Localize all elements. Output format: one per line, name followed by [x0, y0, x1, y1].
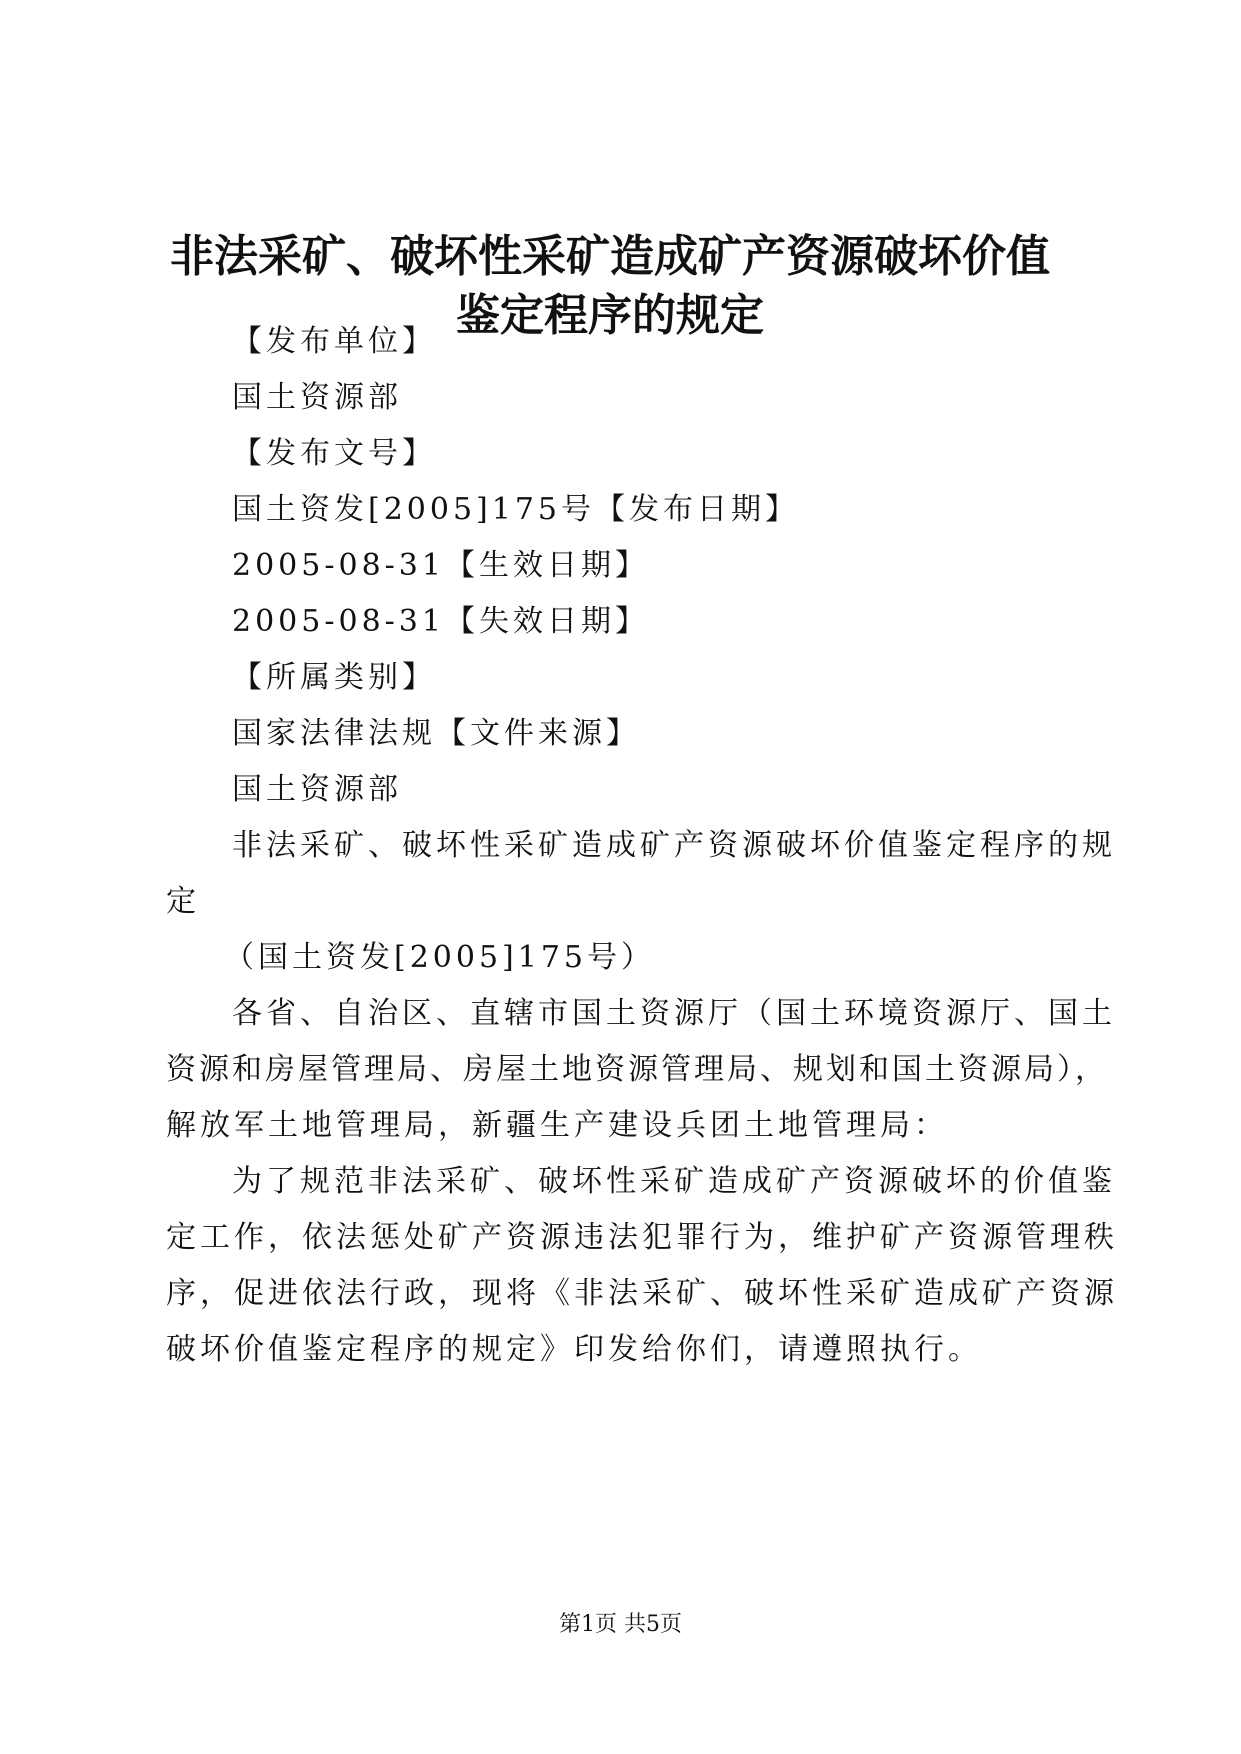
- body-line: 非法采矿、破坏性采矿造成矿产资源破坏价值鉴定程序的规: [232, 828, 1116, 863]
- field-value-doc-number: 国土资发[2005]175号【发布日期】: [232, 492, 800, 527]
- field-value-category: 国家法律法规【文件来源】: [232, 716, 640, 751]
- body-line: 解放军土地管理局，新疆生产建设兵团土地管理局：: [166, 1108, 948, 1143]
- body-line: 为了规范非法采矿、破坏性采矿造成矿产资源破坏的价值鉴: [232, 1164, 1116, 1199]
- body-line: 定工作，依法惩处矿产资源违法犯罪行为，维护矿产资源管理秩: [166, 1220, 1118, 1255]
- field-label-category: 【所属类别】: [232, 660, 436, 695]
- field-label-publisher: 【发布单位】: [232, 324, 436, 359]
- field-value-source: 国土资源部: [232, 772, 402, 807]
- body-line: 资源和房屋管理局、房屋土地资源管理局、规划和国土资源局），: [166, 1052, 1108, 1087]
- field-value-publish-date: 2005-08-31【生效日期】: [232, 548, 649, 583]
- page-footer: 第1页 共5页: [559, 1612, 682, 1637]
- field-value-publisher: 国土资源部: [232, 380, 402, 415]
- body-line-doc-ref: （国土资发[2005]175号）: [224, 940, 656, 975]
- field-label-doc-number: 【发布文号】: [232, 436, 436, 471]
- body-line: 定: [166, 884, 200, 919]
- body-line: 各省、自治区、直辖市国土资源厅（国土环境资源厅、国土: [232, 996, 1116, 1031]
- document-title-line-1: 非法采矿、破坏性采矿造成矿产资源破坏价值: [170, 231, 1050, 282]
- document-title-line-2: 鉴定程序的规定: [456, 290, 764, 341]
- body-line: 破坏价值鉴定程序的规定》印发给你们，请遵照执行。: [166, 1332, 982, 1367]
- field-value-effective-date: 2005-08-31【失效日期】: [232, 604, 649, 639]
- body-line: 序，促进依法行政，现将《非法采矿、破坏性采矿造成矿产资源: [166, 1276, 1118, 1311]
